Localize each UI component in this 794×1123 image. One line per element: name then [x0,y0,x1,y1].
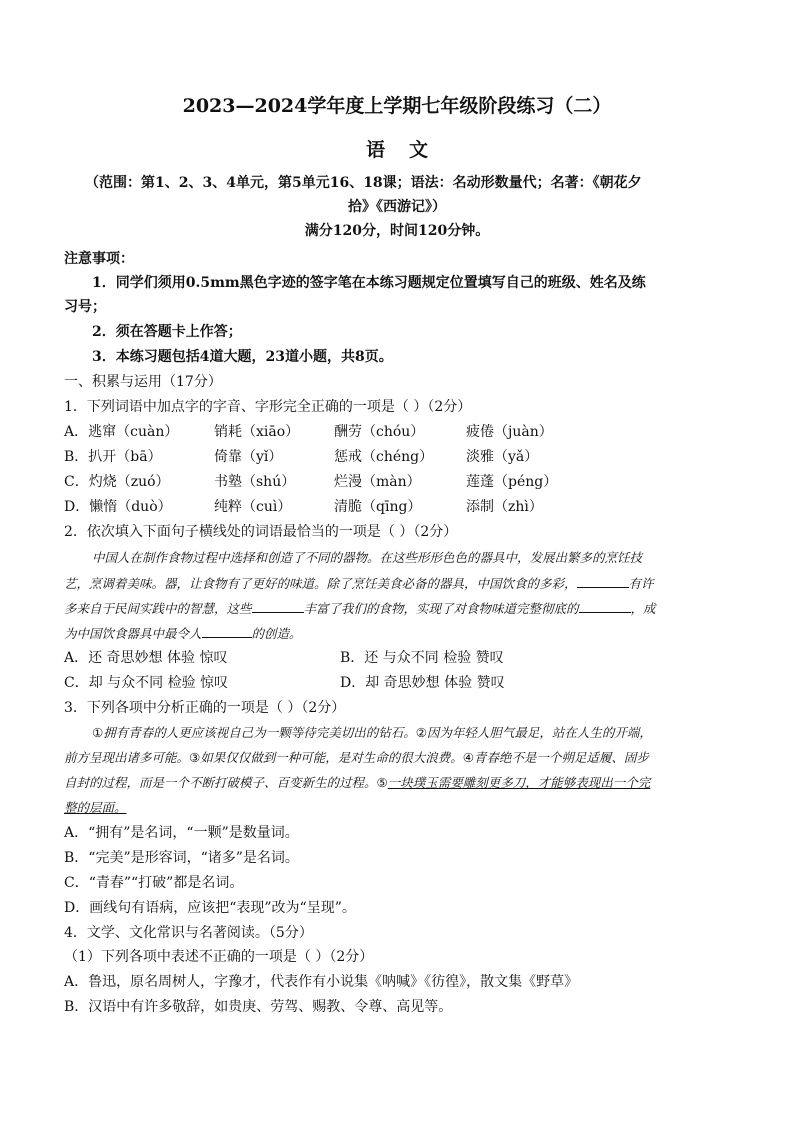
q1-b-3: 惩戒（chéng） [334,449,434,465]
q1-d-2: 纯粹（cuì） [214,499,292,515]
q2-passage-4-a: 为中国饮食器具中最令人 [64,626,202,641]
q2-passage-1: 中国人在制作食物过程中选择和创造了不同的器物。在这些形形色色的器具中，发展出繁多的烹饪技 [92,550,643,565]
q2-blank-3 [579,598,631,613]
q3-option-b: B．“完美”是形容词，“诸多”是名词。 [64,850,299,866]
notes-item-2: 2．须在答题卡上作答； [92,324,242,340]
q1-d-3: 清脆（qīng） [334,499,422,515]
q3-passage-3 [64,773,650,793]
q1-b-2: 倚靠（yǐ） [214,449,283,465]
q1-d-4: 添制（zhì） [466,499,543,515]
q4-option-a: A．鲁迅，原名周树人，字豫才，代表作有小说集《呐喊》《彷徨》，散文集《野草》 [64,974,579,990]
q1-c-4: 莲蓬（péng） [466,474,558,490]
q1-a-2: 销耗（xiāo） [214,424,300,440]
q4-sub1-stem: （1）下列各项中表述不正确的一项是（ ）（2分） [64,949,374,965]
q2-blank-1 [577,573,629,588]
q2-option-d: D．却 奇思妙想 体验 赞叹 [340,675,505,691]
q2-passage-2-b: 有许 [628,576,654,591]
q1-c-2: 书塾（shú） [214,474,296,490]
q1-c-1: C．灼烧（zuó） [64,474,170,490]
q2-passage-3 [64,598,656,619]
notes-heading: 注意事项： [64,251,134,267]
q3-option-c: C．“青春”“打破”都是名词。 [64,875,244,891]
q1-a-1: A．逃窜（cuàn） [64,424,179,440]
q2-passage-4 [64,623,302,644]
q2-passage-3-b: 丰富了我们的食物，实现了对食物味道完整彻底的 [303,601,579,616]
subject-title: 语文 [365,139,452,161]
q2-passage-2 [64,573,654,594]
q3-passage-1: ①拥有青春的人更应该视自己为一颗等待完美切出的钻石。②因为年轻人胆气最足，站在人生的开端， [92,725,652,740]
q2-passage-2-a: 艺，烹调着美味。器，让食物有了更好的味道。除了烹饪美食必备的器具，中国饮食的多彩， [64,576,577,591]
q1-b-4: 淡雅（yǎ） [466,449,539,465]
q2-option-c: C．却 与众不同 检验 惊叹 [64,675,229,691]
q2-stem: 2．依次填入下面句子横线处的词语最恰当的一项是（ ）（2分） [64,524,458,540]
scope-line-2: 拾》《西游记》） [348,199,446,215]
scope-line-1: （范围：第1、2、3、4单元，第5单元16、18课；语法：名动形数量代；名著：《朝花夕 [85,175,642,191]
q2-blank-2 [252,598,304,613]
notes-item-1b: 习号； [64,299,106,315]
q1-d-1: D．懒惰（duò） [64,499,172,515]
notes-item-3: 3．本练习题包括4道大题，23道小题，共8页。 [92,349,393,365]
q3-passage-4: 整的层面。 [64,800,127,815]
q1-a-4: 疲倦（juàn） [466,424,553,440]
q1-c-3: 烂漫（màn） [334,474,421,490]
q2-blank-4 [202,623,252,638]
q3-stem: 3．下列各项中分析正确的一项是（ ）（2分） [64,700,346,716]
q4-stem: 4．文学、文化常识与名著阅读。（5分） [64,925,313,941]
q2-passage-3-c: ，成 [630,601,656,616]
section1-heading: 一、积累与运用（17分） [64,374,222,390]
q2-passage-3-a: 多来自于民间实践中的智慧，这些 [64,601,252,616]
q1-a-3: 酬劳（chóu） [334,424,425,440]
q3-option-a: A．“拥有”是名词，“一颗”是数量词。 [64,825,299,841]
q4-option-b: B．汉语中有许多敬辞，如贵庚、劳驾、赐教、令尊、高见等。 [64,999,453,1015]
q3-passage-2: 前方呈现出诸多可能。③如果仅仅做到一种可能，是对生命的很大浪费。④青春绝不是一个朔足适履、固步 [64,750,649,765]
q2-passage-4-b: 的创造。 [251,626,302,641]
notes-item-1a: 1．同学们须用0.5mm黑色字迹的签字笔在本练习题规定位置填写自己的班级、姓名及练 [92,275,646,291]
q3-passage-3-a: 自封的过程，而是一个不断打破模子、百变新生的过程。⑤ [64,775,388,790]
q3-underlined-sentence: 一块璞玉需要雕刻更多刀，才能够表现出一个完 [387,775,651,790]
score-time: 满分120分，时间120分钟。 [304,223,490,239]
q2-option-a: A．还 奇思妙想 体验 惊叹 [64,650,228,666]
q1-stem: 1．下列词语中加点字的字音、字形完全正确的一项是（ ）（2分） [64,399,472,415]
q1-b-1: B．扒开（bā） [64,449,162,465]
q3-option-d: D．画线句有语病，应该把“表现”改为“呈现”。 [64,900,356,916]
q2-option-b: B．还 与众不同 检验 赞叹 [340,650,504,666]
page-title: 2023—2024学年度上学期七年级阶段练习（二） [182,95,612,117]
